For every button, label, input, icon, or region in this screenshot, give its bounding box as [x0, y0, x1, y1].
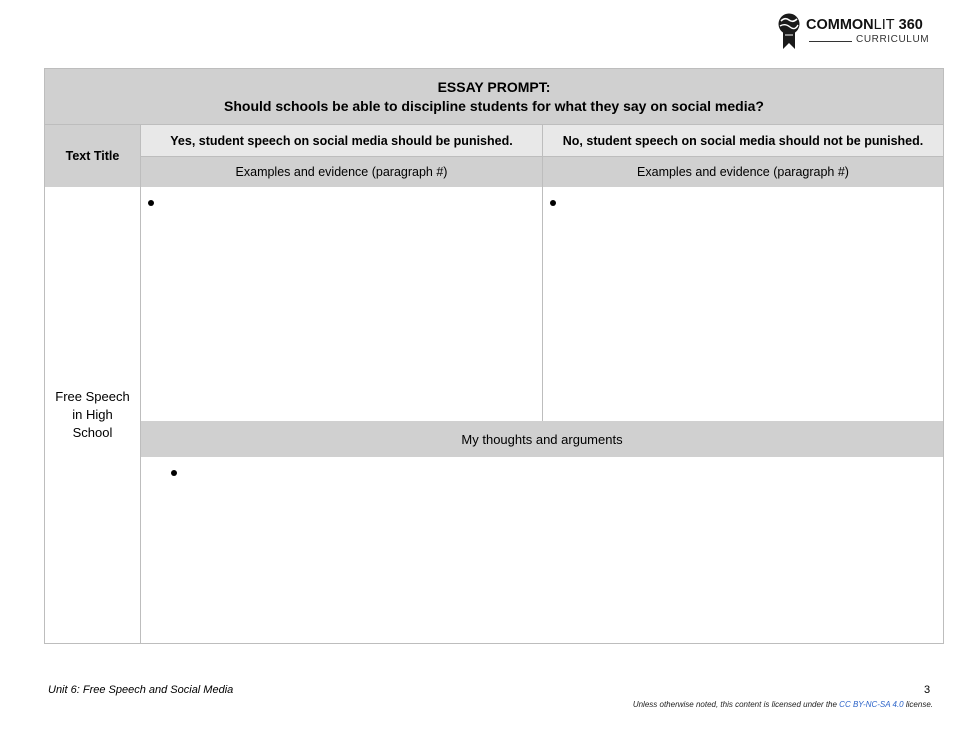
yes-evidence-subheader: Examples and evidence (paragraph #): [141, 156, 543, 187]
thoughts-input-area[interactable]: [141, 457, 943, 643]
essay-organizer-table: [44, 68, 944, 644]
logo-common: COMMON: [806, 17, 874, 33]
text-title-header: Text Title: [45, 125, 141, 187]
bullet-point: [148, 200, 154, 206]
essay-prompt: [45, 69, 943, 125]
commonlit-logo: [776, 12, 946, 52]
license-prefix: Unless otherwise noted, this content is licensed under the: [632, 700, 840, 709]
essay-prompt-question: Should schools be able to discipline students for what they say on social media?: [224, 97, 764, 114]
thoughts-header: My thoughts and arguments: [141, 421, 943, 457]
license-notice: [633, 700, 933, 709]
logo-subtitle: CURRICULUM: [856, 34, 930, 45]
bullet-point: [171, 470, 177, 476]
no-evidence-subheader: Examples and evidence (paragraph #): [543, 156, 943, 187]
no-column-header: No, student speech on social media should not be punished.: [543, 125, 943, 156]
unit-label: Unit 6: Free Speech and Social Media: [48, 684, 234, 696]
logo-wordmark: [806, 17, 923, 33]
essay-prompt-label: ESSAY PROMPT:: [437, 78, 551, 95]
logo-360: 360: [894, 17, 923, 33]
yes-column-header: Yes, student speech on social media should be punished.: [141, 125, 543, 156]
yes-evidence-input-area[interactable]: [141, 187, 543, 421]
globe-bookmark-icon: [776, 12, 802, 50]
license-link[interactable]: CC BY-NC-SA 4.0: [839, 700, 904, 709]
logo-lit: LIT: [873, 17, 895, 33]
logo-divider: [809, 41, 852, 42]
no-evidence-input-area[interactable]: [543, 187, 943, 421]
page-number: 3: [924, 684, 931, 696]
text-title-cell: Free Speech in High School: [45, 187, 141, 643]
license-suffix: license.: [903, 700, 933, 709]
bullet-point: [550, 200, 556, 206]
